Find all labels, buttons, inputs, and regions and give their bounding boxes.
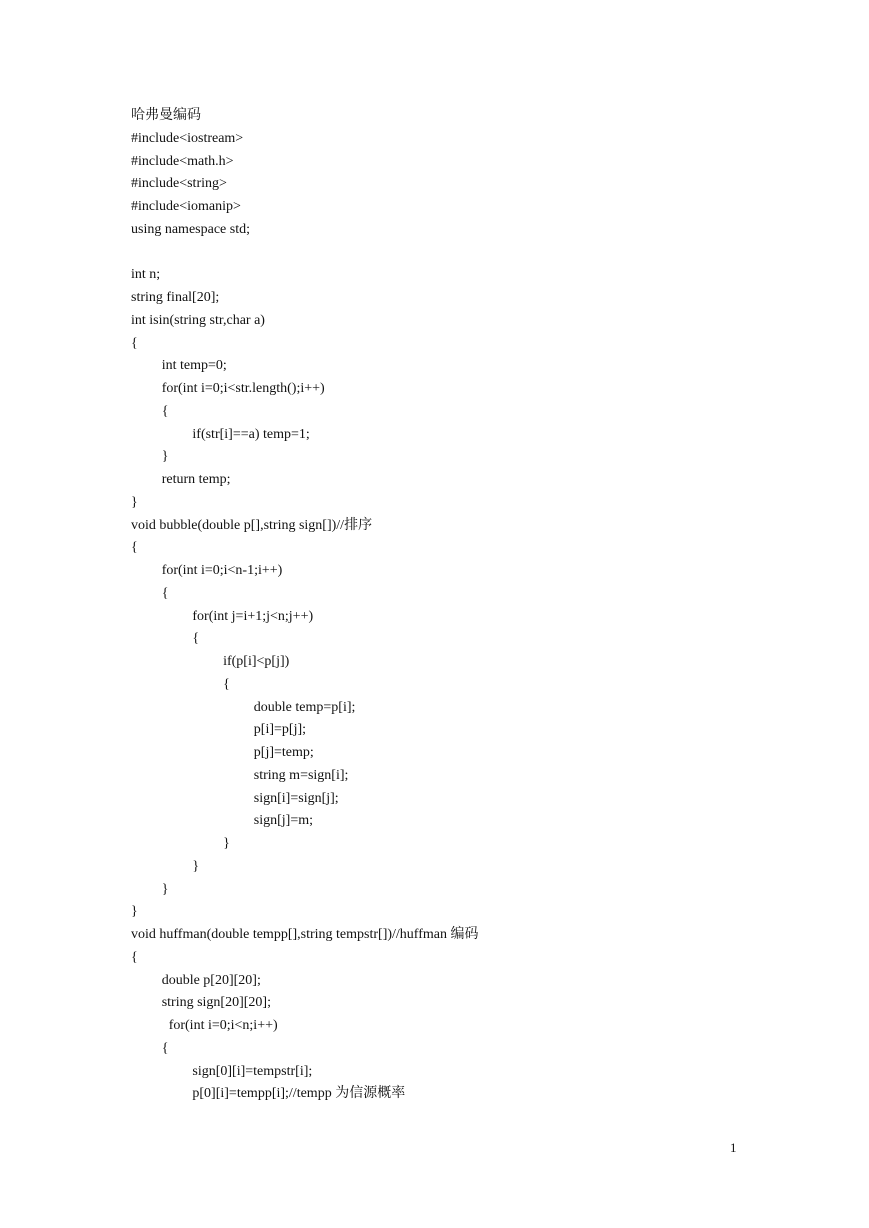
code-line: int temp=0; — [161, 358, 227, 374]
code-line: double p[20][20]; — [161, 972, 261, 988]
code-line: string m=sign[i]; — [253, 767, 349, 783]
code-line: } — [161, 449, 169, 465]
code-line: #include<string> — [131, 176, 227, 192]
page-number: 1 — [730, 1140, 737, 1155]
code-line: } — [192, 858, 200, 874]
code-line: } — [161, 881, 169, 897]
code-line: #include<iostream> — [131, 130, 244, 146]
code-line: double temp=p[i]; — [253, 699, 356, 715]
code-line: 哈弗曼编码 — [131, 108, 201, 123]
code-line: int isin(string str,char a) — [131, 312, 265, 328]
code-line: { — [161, 1040, 169, 1056]
code-line: #include<math.h> — [131, 153, 234, 169]
code-line: void bubble(double p[],string sign[])//排序 — [131, 517, 373, 533]
code-line: { — [192, 631, 200, 647]
code-line: return temp; — [161, 472, 231, 487]
code-listing — [131, 105, 478, 1106]
code-line: p[j]=temp; — [253, 745, 314, 760]
code-line: #include<iomanip> — [131, 199, 241, 214]
code-line: sign[0][i]=tempstr[i]; — [192, 1063, 313, 1079]
code-line: for(int j=i+1;j<n;j++) — [192, 608, 314, 624]
code-line: } — [131, 494, 138, 510]
code-line: sign[j]=m; — [253, 813, 314, 829]
code-line: } — [131, 904, 138, 920]
code-line: for(int i=0;i<n;i++) — [161, 1018, 278, 1033]
code-line: { — [161, 403, 169, 419]
code-line: void huffman(double tempp[],string tempstr[])//huffman 编码 — [131, 927, 479, 942]
code-line: using namespace std; — [131, 221, 250, 237]
blank-line — [131, 242, 478, 265]
code-line: int n; — [131, 267, 161, 283]
code-line: for(int i=0;i<n-1;i++) — [161, 563, 283, 578]
code-line: if(p[i]<p[j]) — [223, 654, 290, 669]
code-line: p[i]=p[j]; — [253, 722, 307, 738]
code-line: { — [223, 676, 230, 692]
code-line: { — [131, 949, 138, 965]
code-line: for(int i=0;i<str.length();i++) — [161, 381, 325, 396]
code-line: sign[i]=sign[j]; — [253, 790, 339, 806]
code-line: string sign[20][20]; — [161, 995, 271, 1011]
code-line: { — [131, 335, 138, 351]
code-line: } — [223, 836, 230, 851]
code-line: { — [161, 585, 169, 601]
code-line: p[0][i]=tempp[i];//tempp 为信源概率 — [192, 1086, 406, 1102]
code-line: if(str[i]==a) temp=1; — [192, 426, 310, 442]
code-line: { — [131, 540, 138, 556]
code-line: string final[20]; — [131, 290, 220, 305]
